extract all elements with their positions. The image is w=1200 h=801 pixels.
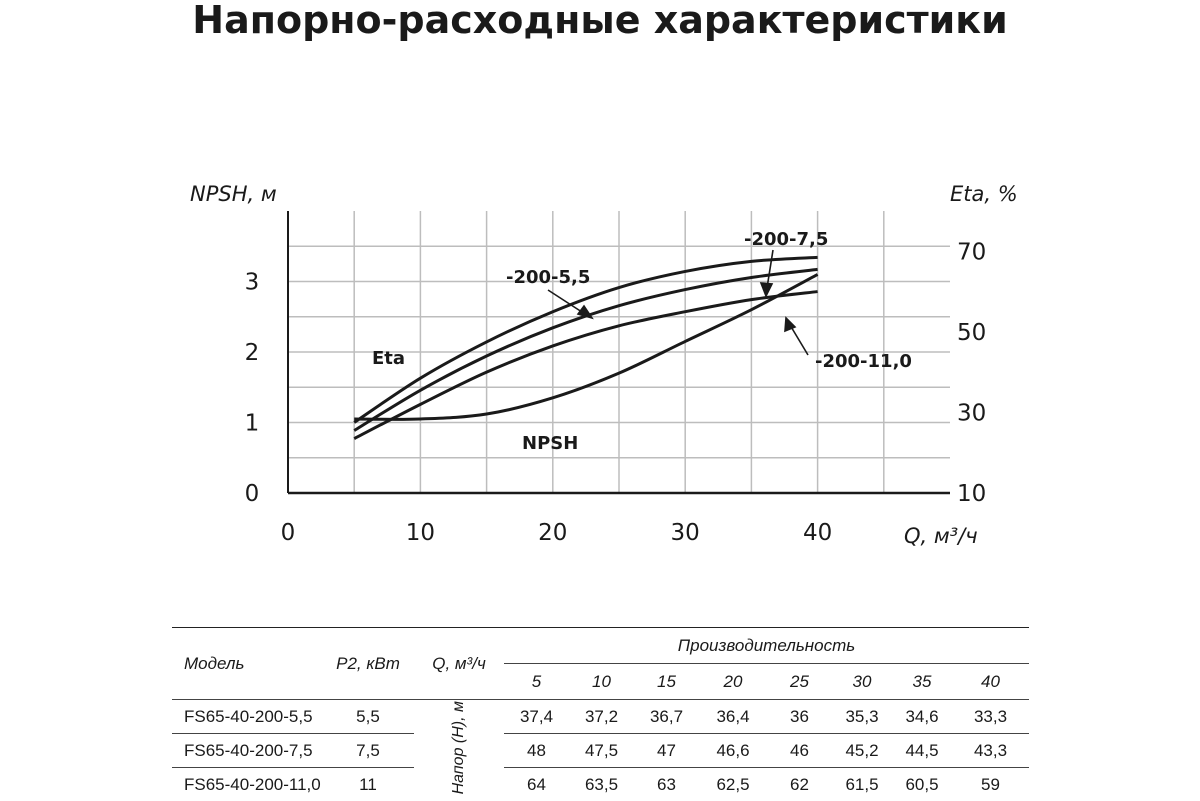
napor-label: Напор (H), м bbox=[450, 701, 468, 794]
y-left-tick-label: 1 bbox=[245, 411, 260, 437]
x-tick-label: 40 bbox=[803, 520, 832, 546]
q-value-header: 35 bbox=[892, 664, 952, 700]
x-tick-label: 10 bbox=[406, 520, 435, 546]
q-value-header: 5 bbox=[504, 664, 569, 700]
annotation-npsh: NPSH bbox=[522, 433, 578, 454]
head-value-cell: 61,5 bbox=[832, 768, 892, 801]
head-value-cell: 43,3 bbox=[952, 734, 1029, 768]
head-value-cell: 36,4 bbox=[699, 700, 767, 734]
table-row bbox=[172, 700, 1029, 734]
y-left-tick-label: 0 bbox=[245, 481, 260, 507]
head-value-cell: 36,7 bbox=[634, 700, 699, 734]
y-left-axis-label: NPSH, м bbox=[190, 182, 277, 206]
napor-cell bbox=[414, 700, 504, 801]
header-model: Модель bbox=[172, 628, 322, 700]
head-value-cell: 37,4 bbox=[504, 700, 569, 734]
y-right-tick-label: 10 bbox=[957, 481, 986, 507]
table-row bbox=[172, 768, 1029, 801]
q-value-header: 10 bbox=[569, 664, 634, 700]
y-left-tick-label: 3 bbox=[245, 270, 260, 296]
head-value-cell: 47,5 bbox=[569, 734, 634, 768]
head-value-cell: 60,5 bbox=[892, 768, 952, 801]
model-cell: FS65-40-200-5,5 bbox=[172, 700, 322, 734]
y-left-tick-label: 2 bbox=[245, 340, 260, 366]
series-line-3 bbox=[354, 274, 817, 419]
head-value-cell: 44,5 bbox=[892, 734, 952, 768]
annotation-series-11-0: -200-11,0 bbox=[815, 351, 912, 372]
specs-table bbox=[172, 627, 1029, 801]
y-right-tick-label: 30 bbox=[957, 400, 986, 426]
series-line-1 bbox=[354, 269, 817, 430]
p2-cell: 5,5 bbox=[322, 700, 414, 734]
annotation-arrows bbox=[548, 250, 808, 355]
annotation-series-7-5: -200-7,5 bbox=[744, 229, 828, 250]
p2-cell: 7,5 bbox=[322, 734, 414, 768]
y-right-tick-label: 50 bbox=[957, 320, 986, 346]
head-value-cell: 59 bbox=[952, 768, 1029, 801]
annotation-series-5-5: -200-5,5 bbox=[506, 267, 590, 288]
header-p2: P2, кВт bbox=[322, 628, 414, 700]
q-value-header: 25 bbox=[767, 664, 832, 700]
q-value-header: 40 bbox=[952, 664, 1029, 700]
annotation-eta: Eta bbox=[372, 348, 405, 369]
x-tick-label: 20 bbox=[538, 520, 567, 546]
table-row bbox=[172, 734, 1029, 768]
head-value-cell: 36 bbox=[767, 700, 832, 734]
head-value-cell: 45,2 bbox=[832, 734, 892, 768]
chart-ticks bbox=[245, 239, 987, 546]
head-value-cell: 63,5 bbox=[569, 768, 634, 801]
head-value-cell: 64 bbox=[504, 768, 569, 801]
x-axis-label: Q, м³/ч bbox=[904, 524, 978, 548]
head-value-cell: 48 bbox=[504, 734, 569, 768]
model-cell: FS65-40-200-11,0 bbox=[172, 768, 322, 801]
p2-cell: 11 bbox=[322, 768, 414, 801]
head-value-cell: 46 bbox=[767, 734, 832, 768]
head-value-cell: 47 bbox=[634, 734, 699, 768]
head-value-cell: 33,3 bbox=[952, 700, 1029, 734]
y-right-axis-label: Eta, % bbox=[950, 182, 1018, 206]
header-group: Производительность bbox=[504, 628, 1029, 664]
table-header-row bbox=[172, 628, 1029, 664]
header-q: Q, м³/ч bbox=[414, 628, 504, 700]
head-value-cell: 62,5 bbox=[699, 768, 767, 801]
arrowhead-series-11-0 bbox=[785, 318, 795, 331]
arrowhead-series-7-5 bbox=[761, 283, 772, 296]
head-value-cell: 63 bbox=[634, 768, 699, 801]
x-tick-label: 0 bbox=[281, 520, 296, 546]
y-right-tick-label: 70 bbox=[957, 239, 986, 265]
page-title: Напорно-расходные характеристики bbox=[0, 0, 1200, 40]
q-value-header: 30 bbox=[832, 664, 892, 700]
model-cell: FS65-40-200-7,5 bbox=[172, 734, 322, 768]
head-value-cell: 37,2 bbox=[569, 700, 634, 734]
arrow-series-11-0 bbox=[790, 325, 808, 355]
table-body bbox=[172, 700, 1029, 801]
head-value-cell: 62 bbox=[767, 768, 832, 801]
arrow-series-7-5 bbox=[767, 250, 773, 288]
x-tick-label: 30 bbox=[671, 520, 700, 546]
head-value-cell: 35,3 bbox=[832, 700, 892, 734]
q-value-header: 20 bbox=[699, 664, 767, 700]
head-value-cell: 34,6 bbox=[892, 700, 952, 734]
q-value-header: 15 bbox=[634, 664, 699, 700]
head-value-cell: 46,6 bbox=[699, 734, 767, 768]
